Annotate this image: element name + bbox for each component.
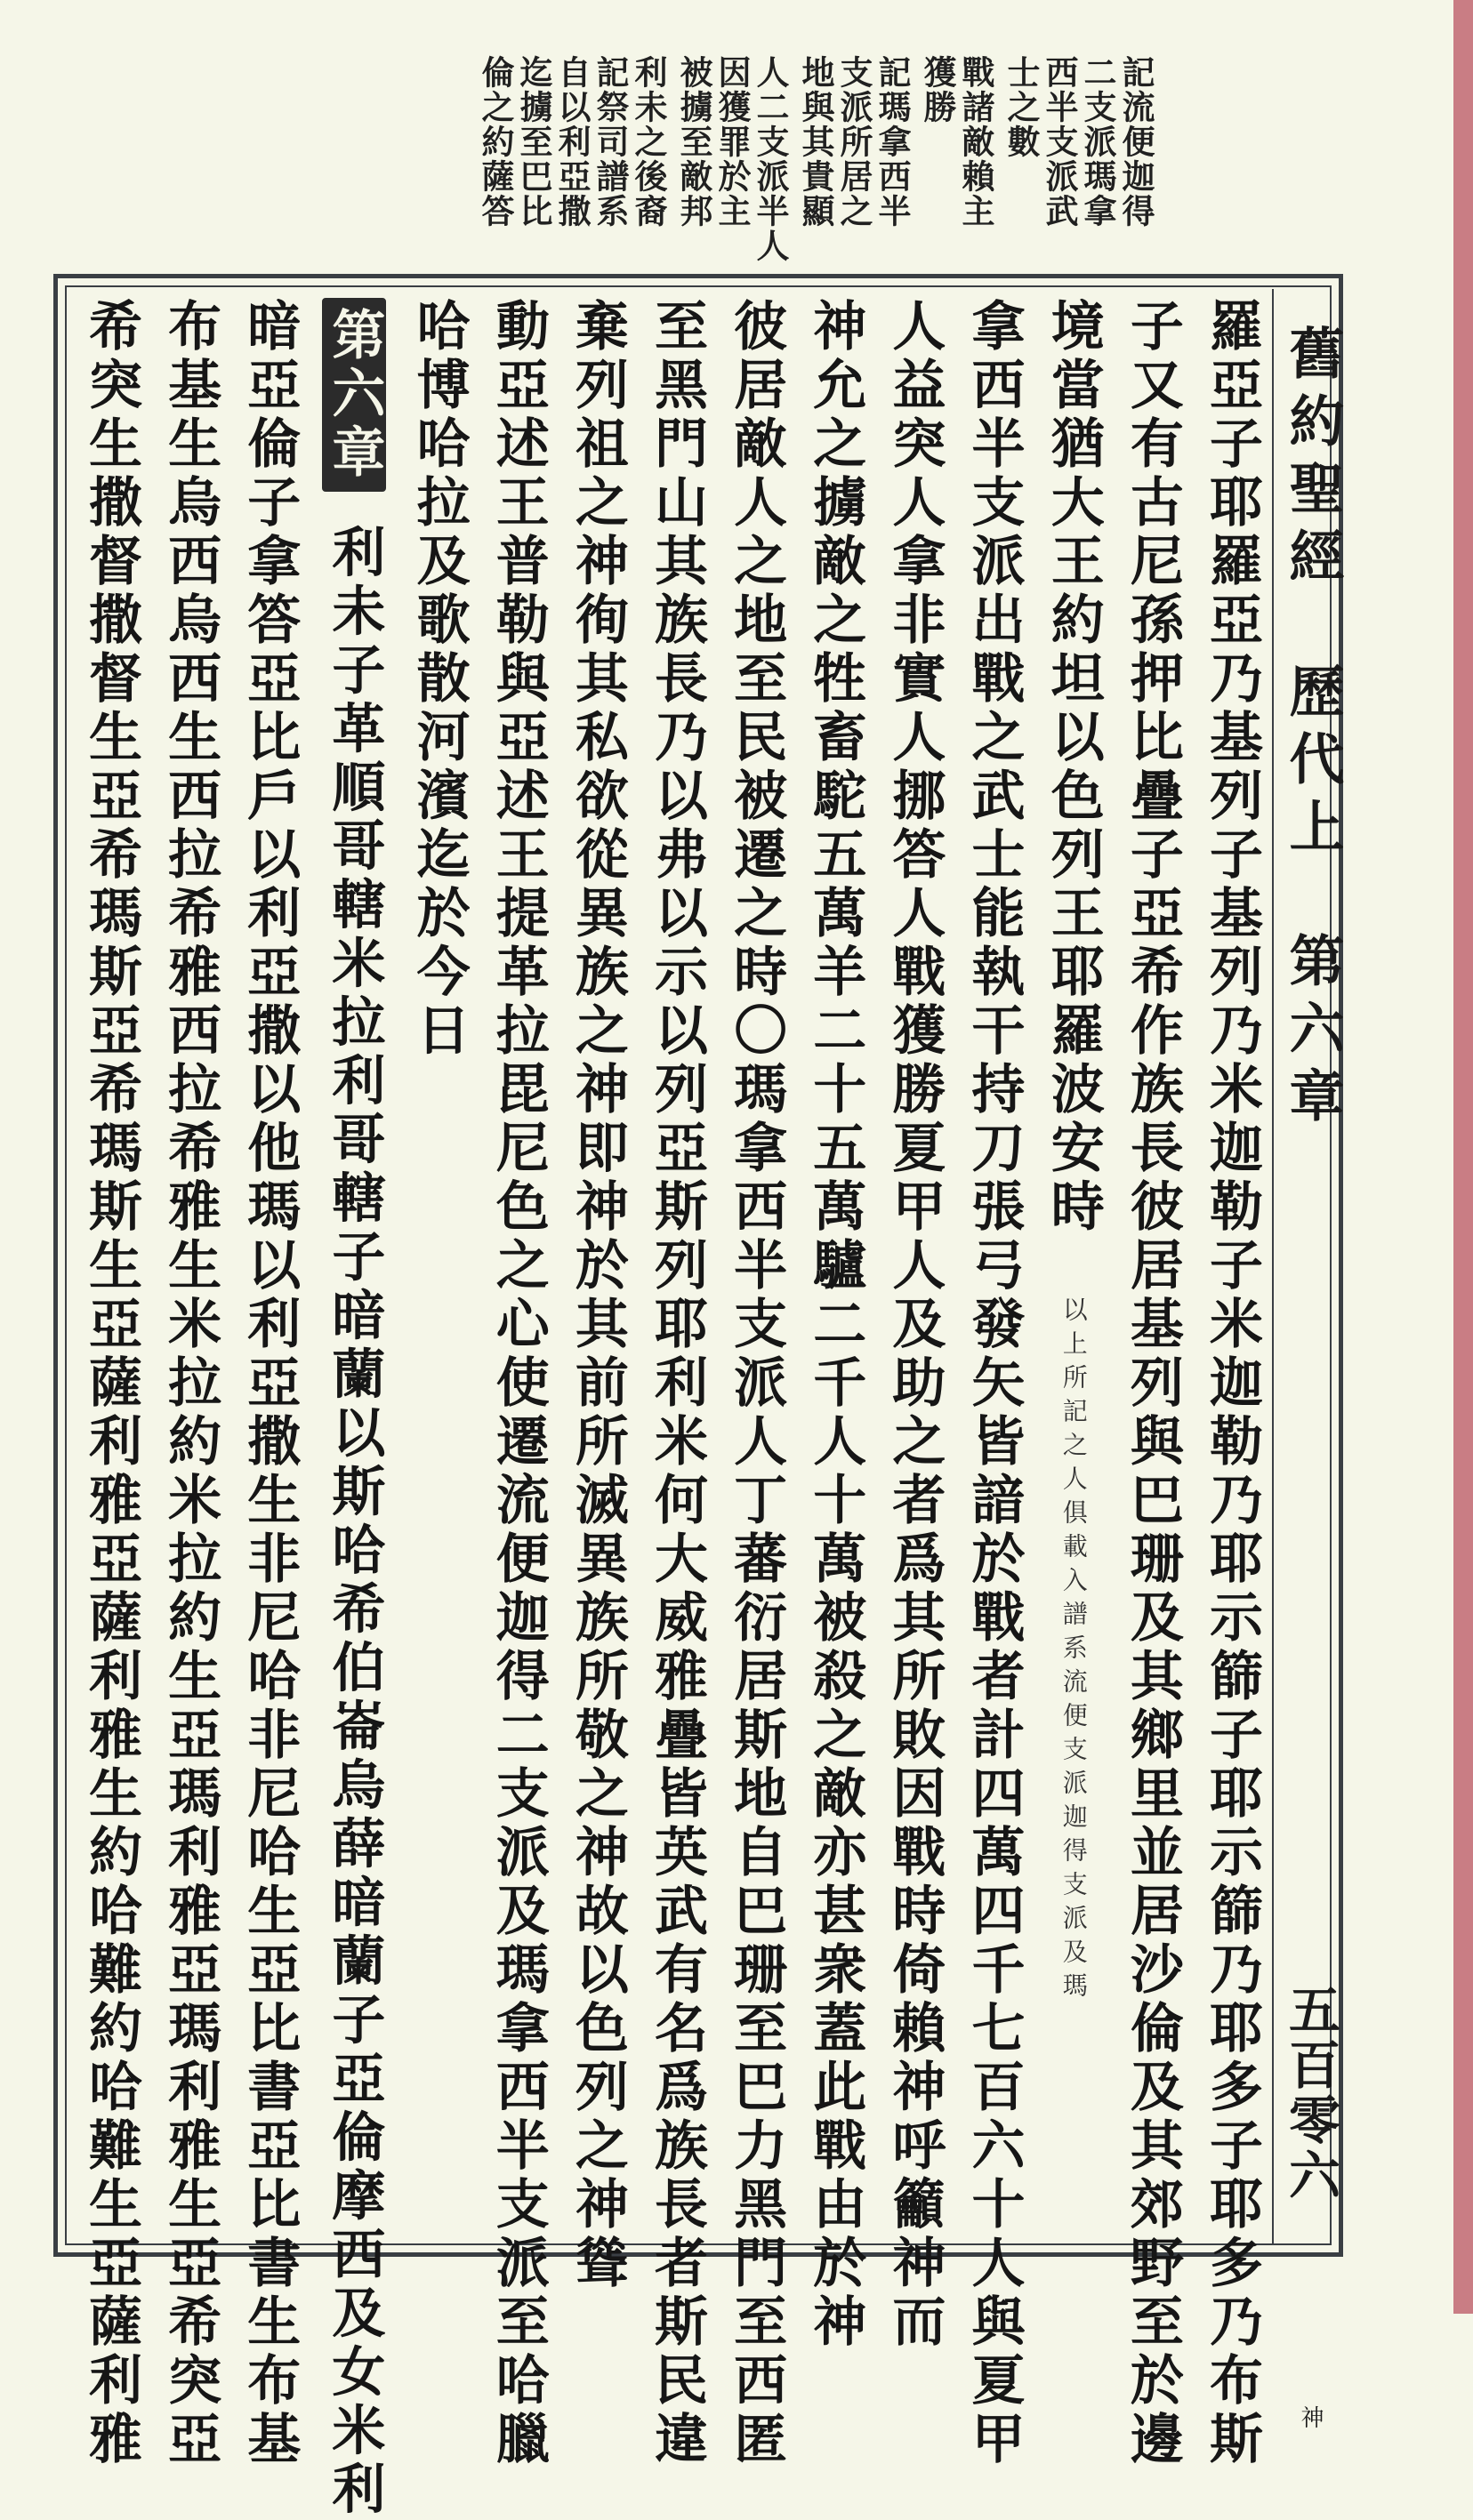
text-column: 棄列祖之神徇其私欲從異族之神即神於其前所滅異族所敬之神故以色列之神聳 xyxy=(566,298,629,2293)
book-edge xyxy=(1453,0,1473,2314)
margin-note-line: 利未之後裔 xyxy=(629,55,668,229)
margin-note-line: 倫之約薩答 xyxy=(476,55,515,229)
margin-note xyxy=(476,55,668,277)
text-column: 希突生撒督撒督生亞希瑪斯亞希瑪斯生亞薩利雅亞薩利雅生約哈難約哈難生亞薩利雅 xyxy=(80,298,142,2469)
margin-note xyxy=(918,55,995,277)
text-column xyxy=(1042,298,1105,2236)
text-column: 彼居敵人之地至民被遷之時〇瑪拿西半支派人丁蕃衍居斯地自巴珊至巴力黑門至西匿 xyxy=(725,298,788,2469)
footer-character: 神 xyxy=(1297,2405,1324,2428)
margin-note-line: 記祭司譜系 xyxy=(591,55,630,229)
inline-note: 以上所記之人俱載入譜系流便支派迦得支派及瑪 xyxy=(1058,1296,1089,2006)
section-title: 歷代上 xyxy=(1280,662,1345,865)
text-column: 布基生烏西烏西生西拉希雅西拉希雅生米拉約米拉約生亞瑪利雅亞瑪利雅生亞希突亞 xyxy=(159,298,222,2469)
margin-note-line: 二支派瑪拿 xyxy=(1078,55,1117,229)
margin-notes xyxy=(85,55,1155,277)
header-title xyxy=(1280,325,1345,1170)
text-column-main: 利未子革順哥轄米拉利哥轄子暗蘭以斯哈希伯崙烏薛暗蘭子亞倫摩西及女米利 xyxy=(323,524,386,2520)
chapter-title: 第六章 xyxy=(1280,932,1345,1136)
margin-note-line: 地與其貴顯 xyxy=(796,55,835,229)
margin-note xyxy=(1002,55,1155,277)
text-column: 拿西半支派出戰之武士能執干持刀張弓發矢皆諳於戰者計四萬四千七百六十人與夏甲 xyxy=(962,298,1026,2469)
body-text xyxy=(80,298,1263,2520)
margin-note-line: 記流便迦得 xyxy=(1116,55,1155,229)
margin-note xyxy=(674,55,790,277)
chapter-marker: 第六章 xyxy=(322,298,386,492)
text-column: 至黑門山其族長乃以弗以示以列亞斯列耶利米何大威雅疊皆英武有名爲族長者斯民違 xyxy=(645,298,708,2469)
text-column: 神允之擄敵之牲畜駝五萬羊二十五萬驢二千人十萬被殺之敵亦甚衆蓋此戰由於神 xyxy=(804,298,867,2352)
text-column xyxy=(322,298,386,2520)
margin-note-line: 記瑪拿西半 xyxy=(873,55,912,229)
margin-note-line: 士之數 xyxy=(1002,55,1041,159)
margin-note-line: 西半支派武 xyxy=(1040,55,1079,229)
text-column-main: 境當猶大王約坦以色列王耶羅波安時 xyxy=(1042,298,1105,1237)
text-column: 子又有古尼孫押比疊子亞希作族長彼居基列與巴珊及其鄉里並居沙倫及其郊野至於邊 xyxy=(1121,298,1184,2469)
margin-note-line: 戰諸敵賴主 xyxy=(956,55,995,229)
text-column: 哈博哈拉及歌散河濱迄於今日 xyxy=(407,298,471,1061)
text-column: 動亞述王普勒與亞述王提革拉毘尼色之心使遷流便迦得二支派及瑪拿西半支派至哈臘 xyxy=(487,298,550,2469)
book-title: 舊約聖經 xyxy=(1280,325,1345,595)
margin-note-line: 被擄至敵邦 xyxy=(674,55,713,229)
text-column: 暗亞倫子拿答亞比戶以利亞撒以他瑪以利亞撒生非尼哈非尼哈生亞比書亞比書生布基 xyxy=(238,298,302,2469)
margin-note-line: 人二支派半人 xyxy=(751,55,790,263)
text-column: 人益突人拿非實人挪答人戰獲勝夏甲人及助之者爲其所敗因戰時倚賴神呼籲神而 xyxy=(883,298,946,2352)
page-number: 五百零六 xyxy=(1280,1983,1340,2203)
margin-note-line: 迄擄至巴比 xyxy=(514,55,553,229)
margin-note-line: 自以利亞撒 xyxy=(552,55,592,229)
margin-note-line: 支派所居之 xyxy=(834,55,873,229)
margin-note-line: 獲勝 xyxy=(918,55,957,124)
text-column: 羅亞子耶羅亞乃基列子基列乃米迦勒子米迦勒乃耶示篩子耶示篩乃耶多子耶多乃布斯 xyxy=(1200,298,1263,2469)
margin-note xyxy=(796,55,912,277)
running-header xyxy=(1272,289,1345,2428)
margin-note-line: 因獲罪於主 xyxy=(712,55,752,229)
